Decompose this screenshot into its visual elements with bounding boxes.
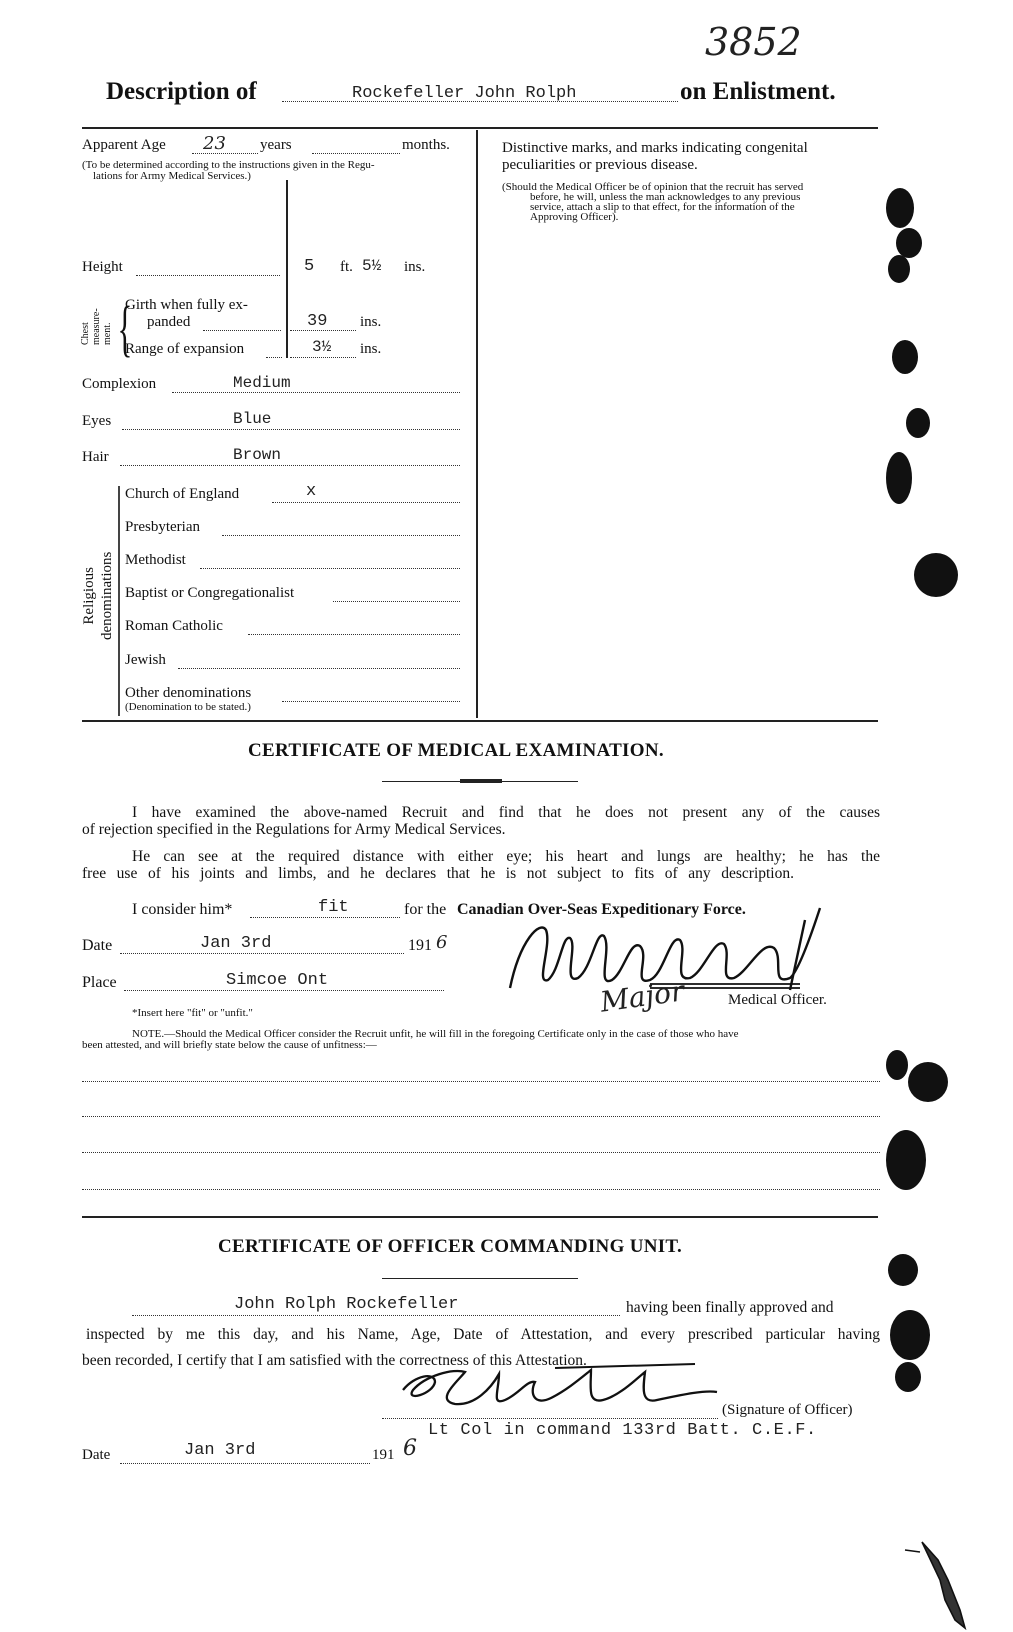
title-suffix: on Enlistment.: [680, 78, 836, 105]
years-label: years: [260, 137, 292, 153]
commanding-recruit-name: John Rolph Rockefeller: [234, 1295, 459, 1314]
ft-label: ft.: [340, 259, 353, 275]
punch-mark: [886, 188, 914, 228]
signature-label: (Signature of Officer): [722, 1402, 853, 1418]
header-rule: [82, 127, 878, 129]
height-ft-value: 5: [304, 257, 315, 276]
punch-mark: [896, 228, 922, 258]
range-dots: [266, 357, 282, 358]
marks-note-3: service, attach a slip to that effect, for the information of the: [530, 201, 795, 213]
place-dots: [124, 990, 444, 991]
girth-value: 39: [307, 312, 328, 331]
height-dots: [136, 275, 280, 276]
commanding-text-2: inspected by me this day, and his Name, Age, Date of Attestation, and every prescribed particular having: [86, 1326, 880, 1343]
punch-mark: [895, 1362, 921, 1392]
religion-label-2: denominations: [99, 551, 115, 640]
religion-dots-7: [282, 701, 460, 702]
religion-dots-5: [248, 634, 460, 635]
section-rule-1: [82, 720, 878, 722]
religion-dots-2: [222, 535, 460, 536]
place-value: Simcoe Ont: [226, 971, 329, 990]
commanding-officer-rank: Lt Col in command 133rd Batt. C.E.F.: [428, 1421, 817, 1440]
girth-label-2: panded: [147, 314, 191, 330]
consider-suffix: for the: [404, 901, 447, 918]
religion-mark: x: [306, 482, 317, 501]
months-dots: [312, 153, 400, 154]
religion-dots-1: [272, 502, 460, 503]
medical-year-digit: 6: [436, 932, 448, 953]
measure-divider: [286, 180, 288, 358]
punch-mark: [890, 1310, 930, 1360]
medical-year-prefix: 191: [408, 937, 432, 954]
eyes-dots: [122, 429, 460, 430]
note-line-1: NOTE.—Should the Medical Officer consider the Recruit unfit, he will fill in the foregoing Certificate only in the case of those who have: [132, 1028, 739, 1040]
apparent-age-label: Apparent Age: [82, 137, 166, 153]
commanding-year-digit: 6: [403, 1436, 417, 1461]
commanding-officer-signature: [395, 1360, 725, 1420]
medical-heading: CERTIFICATE OF MEDICAL EXAMINATION.: [248, 740, 664, 761]
religion-jewish: Jewish: [125, 652, 166, 668]
eyes-value: Blue: [233, 410, 272, 428]
unfitness-line-1: [82, 1081, 880, 1082]
form-number: 3852: [705, 20, 802, 64]
punch-mark: [888, 1254, 918, 1286]
girth-unit: ins.: [360, 314, 382, 330]
section-rule-2: [82, 1216, 878, 1218]
unfitness-line-2: [82, 1116, 880, 1117]
punch-mark: [908, 1062, 948, 1102]
denomination-note: (Denomination to be stated.): [125, 701, 251, 713]
chest-label-3: ment.: [102, 322, 113, 345]
religion-other: Other denominations: [125, 685, 252, 701]
place-label: Place: [82, 974, 117, 991]
religion-church-of-england: Church of England: [125, 486, 240, 502]
range-value-dots: [290, 357, 356, 358]
unfitness-line-4: [82, 1189, 880, 1190]
hair-value: Brown: [233, 446, 282, 464]
religion-label-1: Religious: [81, 567, 97, 625]
insert-note: *Insert here "fit" or "unfit.": [132, 1007, 253, 1019]
medical-officer-rank: Major: [598, 974, 687, 1019]
column-divider: [476, 130, 478, 718]
punch-mark: [886, 452, 912, 504]
height-ins-label: ins.: [404, 259, 426, 275]
chest-label: [80, 308, 113, 345]
commanding-text-3: been recorded, I certify that I am satisfied with the correctness of this Attestation.: [82, 1352, 587, 1369]
commanding-text-1: having been finally approved and: [626, 1299, 834, 1316]
hair-dots: [120, 465, 460, 466]
medical-officer-title: Medical Officer.: [728, 992, 827, 1008]
commanding-underline: [382, 1278, 578, 1279]
note-line-2: been attested, and will briefly state below the cause of unfitness:—: [82, 1039, 377, 1051]
unfitness-line-3: [82, 1152, 880, 1153]
commanding-date-value: Jan 3rd: [184, 1441, 256, 1460]
punch-mark: [886, 1050, 908, 1080]
complexion-value: Medium: [233, 374, 291, 392]
complexion-label: Complexion: [82, 376, 157, 392]
commanding-year-prefix: 191: [372, 1447, 395, 1463]
commanding-date-dots: [120, 1463, 370, 1464]
months-label: months.: [402, 137, 450, 153]
chest-label-1: Chest: [80, 322, 91, 345]
medical-para1-line1: I have examined the above-named Recruit and find that he does not present any of the causes: [132, 804, 880, 821]
age-value: 23: [203, 133, 226, 154]
punch-mark: [914, 553, 958, 597]
consider-value: fit: [318, 898, 349, 917]
commanding-date-label: Date: [82, 1447, 111, 1463]
age-note-1: (To be determined according to the instructions given in the Regu-: [82, 159, 375, 171]
medical-officer-signature: [500, 900, 840, 1030]
age-note-2: lations for Army Medical Services.): [93, 170, 251, 182]
religion-roman-catholic: Roman Catholic: [125, 618, 223, 634]
chest-brace: {: [117, 295, 133, 363]
range-unit: ins.: [360, 341, 382, 357]
medical-para2-line1: He can see at the required distance with either eye; his heart and lungs are healthy; he has the: [132, 848, 880, 865]
consider-prefix: I consider him*: [132, 901, 233, 918]
height-label: Height: [82, 259, 123, 275]
medical-date-value: Jan 3rd: [200, 934, 272, 953]
marks-title-2: peculiarities or previous disease.: [502, 157, 698, 173]
range-label: Range of expansion: [125, 341, 245, 357]
punch-mark: [906, 408, 930, 438]
heading-underline-center: [460, 779, 502, 783]
religion-side-label: [80, 552, 116, 640]
religion-bracket: [118, 486, 120, 716]
punch-mark: [888, 255, 910, 283]
chest-label-2: measure-: [91, 308, 102, 345]
medical-para1-line2: of rejection specified in the Regulations for Army Medical Services.: [82, 821, 506, 838]
religion-dots-4: [333, 601, 460, 602]
medical-para2-line2: free use of his joints and limbs, and he declares that he is not subject to fits of any description.: [82, 865, 794, 882]
torn-corner-mark: [900, 1540, 970, 1630]
girth-label-1: Girth when fully ex-: [125, 297, 248, 313]
punch-mark: [886, 1130, 926, 1190]
marks-note-4: Approving Officer).: [530, 211, 619, 223]
height-in-value: 5½: [362, 257, 382, 275]
recruit-name: Rockefeller John Rolph: [352, 84, 577, 103]
punch-mark: [892, 340, 918, 374]
complexion-dots: [172, 392, 460, 393]
marks-note-1: (Should the Medical Officer be of opinion that the recruit has served: [502, 181, 804, 193]
commanding-heading: CERTIFICATE OF OFFICER COMMANDING UNIT.: [218, 1236, 683, 1257]
force-name: Canadian Over-Seas Expeditionary Force.: [457, 901, 746, 918]
religion-methodist: Methodist: [125, 552, 186, 568]
religion-presbyterian: Presbyterian: [125, 519, 200, 535]
hair-label: Hair: [82, 449, 109, 465]
recruit-name-dots: [132, 1315, 620, 1316]
marks-note-2: before, he will, unless the man acknowledges to any previous: [530, 191, 801, 203]
medical-date-label: Date: [82, 937, 113, 954]
range-value: 3½: [312, 338, 332, 356]
eyes-label: Eyes: [82, 413, 112, 429]
religion-dots-3: [200, 568, 460, 569]
girth-dots: [203, 330, 281, 331]
marks-title-1: Distinctive marks, and marks indicating congenital: [502, 140, 808, 156]
medical-date-dots: [120, 953, 404, 954]
title-prefix: Description of: [106, 78, 257, 105]
religion-dots-6: [178, 668, 460, 669]
consider-dots: [250, 917, 400, 918]
religion-baptist: Baptist or Congregationalist: [125, 585, 295, 601]
signature-dots: [382, 1418, 718, 1419]
